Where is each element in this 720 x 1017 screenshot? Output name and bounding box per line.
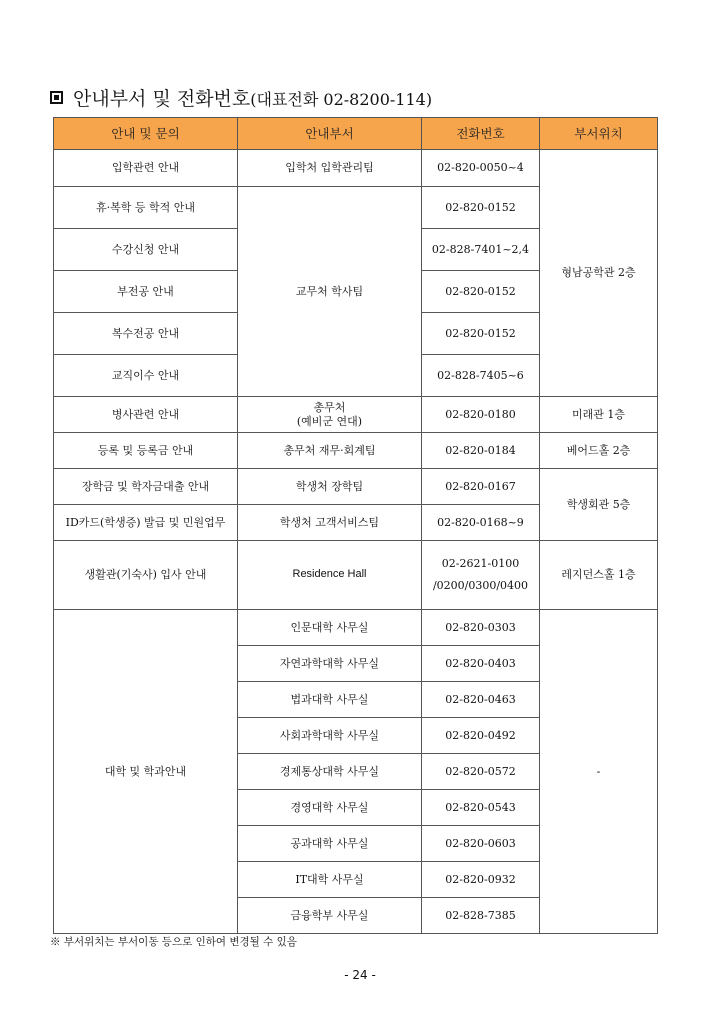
- inquiry-cell: 대학 및 학과안내: [54, 610, 238, 934]
- location-cell: 미래관 1층: [540, 397, 658, 433]
- phone-cell: 02-828-7385: [422, 898, 540, 934]
- department-cell: [238, 397, 422, 433]
- black-square-bullet-icon: [50, 91, 63, 104]
- phone-cell: 02-820-0184: [422, 433, 540, 469]
- department-cell: 자연과학대학 사무실: [238, 646, 422, 682]
- phone-cell: 02-820-0492: [422, 718, 540, 754]
- phone-cell: 02-820-0403: [422, 646, 540, 682]
- location-cell: -: [540, 610, 658, 934]
- header-inquiry: 안내 및 문의: [54, 118, 238, 150]
- inquiry-cell: 입학관련 안내: [54, 150, 238, 187]
- header-phone: 전화번호: [422, 118, 540, 150]
- department-cell: 법과대학 사무실: [238, 682, 422, 718]
- contact-table: [53, 117, 658, 934]
- phone-cell: 02-820-0167: [422, 469, 540, 505]
- header-department: 안내부서: [238, 118, 422, 150]
- inquiry-cell: 휴·복학 등 학적 안내: [54, 187, 238, 229]
- department-cell: 학생처 고객서비스팀: [238, 505, 422, 541]
- department-cell: 교무처 학사팀: [238, 187, 422, 397]
- header-location: 부서위치: [540, 118, 658, 150]
- phone-line: /0200/0300/0400: [432, 579, 529, 592]
- phone-cell: 02-820-0543: [422, 790, 540, 826]
- inquiry-cell: 장학금 및 학자금대출 안내: [54, 469, 238, 505]
- department-cell: 총무처 재무·회계팀: [238, 433, 422, 469]
- department-cell: 인문대학 사무실: [238, 610, 422, 646]
- department-cell: 학생처 장학팀: [238, 469, 422, 505]
- phone-cell: 02-820-0932: [422, 862, 540, 898]
- phone-line: 02-2621-0100: [441, 557, 520, 571]
- table-row: [54, 433, 658, 469]
- department-line: (예비군 연대): [296, 414, 363, 428]
- inquiry-cell: 병사관련 안내: [54, 397, 238, 433]
- department-cell: Residence Hall: [238, 541, 422, 610]
- department-line: 총무처: [313, 400, 346, 414]
- phone-cell: 02-820-0303: [422, 610, 540, 646]
- inquiry-cell: 교직이수 안내: [54, 355, 238, 397]
- inquiry-cell: 생활관(기숙사) 입사 안내: [54, 541, 238, 610]
- location-cell: 레지던스홀 1층: [540, 541, 658, 610]
- phone-cell: 02-828-7401~2,4: [422, 229, 540, 271]
- department-cell: 공과대학 사무실: [238, 826, 422, 862]
- department-cell: 경영대학 사무실: [238, 790, 422, 826]
- table-row: [54, 150, 658, 187]
- table-row: [54, 397, 658, 433]
- section-title-main: 안내부서 및 전화번호: [73, 88, 251, 110]
- phone-cell: 02-820-0050~4: [422, 150, 540, 187]
- inquiry-cell: ID카드(학생증) 발급 및 민원업무: [54, 505, 238, 541]
- table-row: [54, 610, 658, 646]
- phone-cell: 02-820-0152: [422, 313, 540, 355]
- phone-cell: 02-820-0152: [422, 187, 540, 229]
- phone-cell: 02-820-0180: [422, 397, 540, 433]
- location-cell: 형남공학관 2층: [540, 150, 658, 397]
- table-row: [54, 541, 658, 610]
- section-title: [50, 84, 432, 111]
- inquiry-cell: 수강신청 안내: [54, 229, 238, 271]
- section-title-sub: (대표전화 02-8200-114): [250, 90, 433, 109]
- phone-cell: 02-820-0168~9: [422, 505, 540, 541]
- phone-cell: 02-820-0603: [422, 826, 540, 862]
- page-number: - 24 -: [344, 968, 376, 982]
- phone-cell: 02-828-7405~6: [422, 355, 540, 397]
- phone-cell: [422, 541, 540, 610]
- location-cell: 베어드홀 2층: [540, 433, 658, 469]
- department-cell: 사회과학대학 사무실: [238, 718, 422, 754]
- inquiry-cell: 복수전공 안내: [54, 313, 238, 355]
- department-cell: 입학처 입학관리팀: [238, 150, 422, 187]
- location-cell: 학생회관 5층: [540, 469, 658, 541]
- inquiry-cell: 부전공 안내: [54, 271, 238, 313]
- department-cell: 금융학부 사무실: [238, 898, 422, 934]
- table-header-row: [54, 118, 658, 150]
- phone-cell: 02-820-0463: [422, 682, 540, 718]
- department-cell: IT대학 사무실: [238, 862, 422, 898]
- phone-cell: 02-820-0152: [422, 271, 540, 313]
- footnote: ※ 부서위치는 부서이동 등으로 인하여 변경될 수 있음: [50, 936, 297, 948]
- department-cell: 경제통상대학 사무실: [238, 754, 422, 790]
- inquiry-cell: 등록 및 등록금 안내: [54, 433, 238, 469]
- table-row: [54, 469, 658, 505]
- phone-cell: 02-820-0572: [422, 754, 540, 790]
